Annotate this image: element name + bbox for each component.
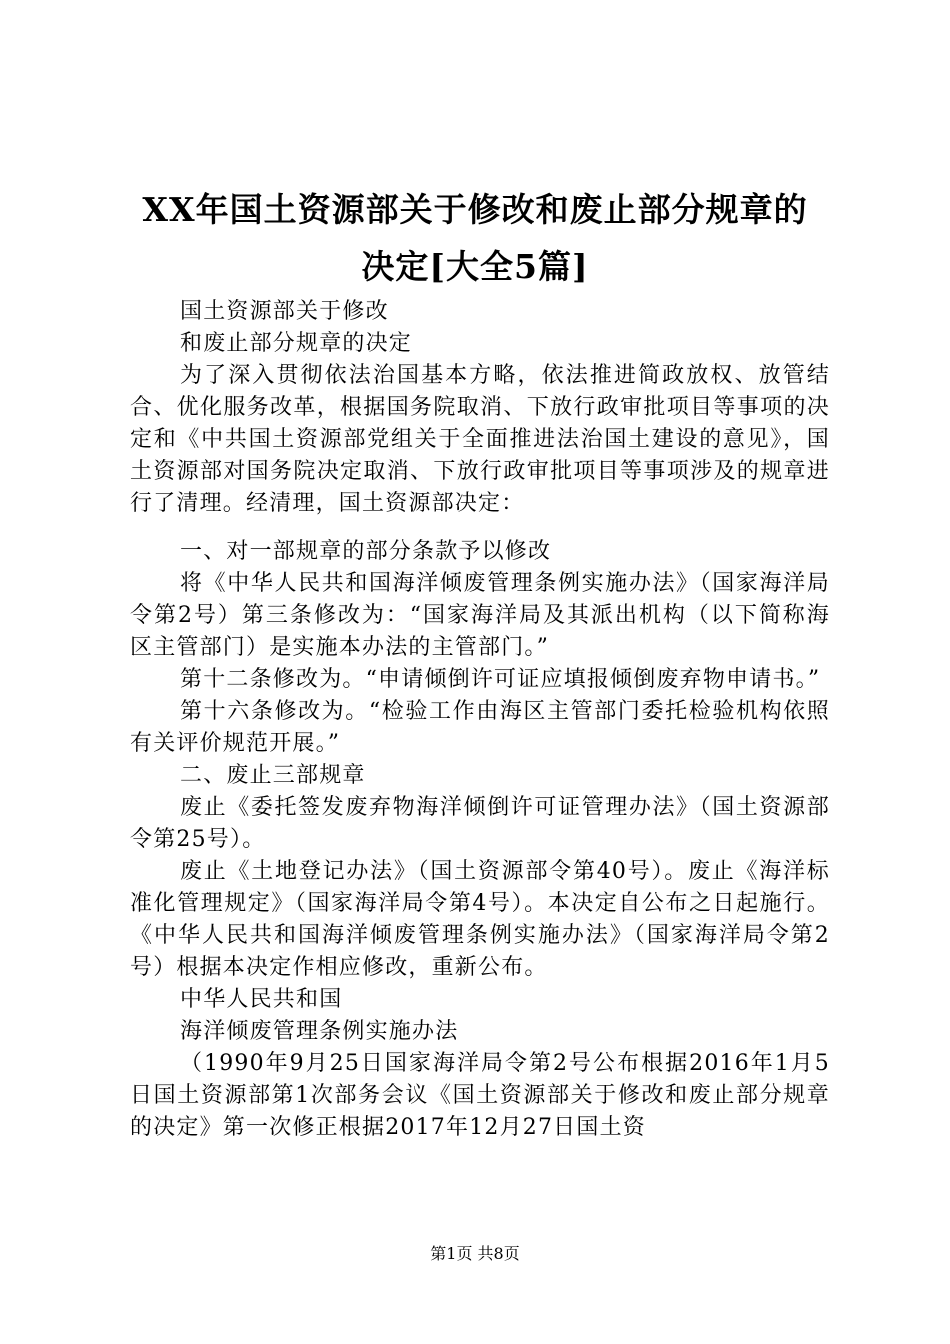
paragraph: 第十六条修改为。“检验工作由海区主管部门委托检验机构依照有关评价规范开展。” bbox=[130, 699, 830, 756]
paragraph: 中华人民共和国 bbox=[180, 987, 343, 1012]
document-title-line-1: XX年国土资源部关于修改和废止部分规章的 bbox=[142, 190, 808, 229]
section-heading: 二、废止三部规章 bbox=[180, 763, 366, 788]
paragraph: 和废止部分规章的决定 bbox=[180, 331, 413, 356]
paragraph: （1990年9月25日国家海洋局令第2号公布根据2016年1月5日国土资源部第1次部务会议《国土资源部关于修改和废止部分规章的决定》第一次修正根据2017年12月27日国土资 bbox=[130, 1051, 830, 1140]
section-heading: 一、对一部规章的部分条款予以修改 bbox=[180, 539, 552, 564]
paragraph: 国土资源部关于修改 bbox=[180, 299, 389, 324]
paragraph: 为了深入贯彻依法治国基本方略，依法推进简政放权、放管结合、优化服务改革，根据国务院取消、下放行政审批项目等事项的决定和《中共国土资源部党组关于全面推进法治国土建设的意见》，国土资源部对国务院决定取消、下放行政审批项目等事项涉及的规章进行了清理。经清理，国土资源部决定： bbox=[130, 363, 830, 516]
paragraph: 将《中华人民共和国海洋倾废管理条例实施办法》（国家海洋局令第2号）第三条修改为：“国家海洋局及其派出机构（以下简称海区主管部门）是实施本办法的主管部门。” bbox=[130, 571, 830, 660]
paragraph: 废止《土地登记办法》（国土资源部令第40号）。废止《海洋标准化管理规定》（国家海洋局令第4号）。本决定自公布之日起施行。《中华人民共和国海洋倾废管理条例实施办法》（国家海洋局令第2号）根据本决定作相应修改，重新公布。 bbox=[130, 859, 830, 980]
paragraph: 废止《委托签发废弃物海洋倾倒许可证管理办法》（国土资源部令第25号）。 bbox=[130, 795, 830, 852]
document-title-line-2: 决定[大全5篇] bbox=[361, 247, 589, 286]
document-body bbox=[130, 296, 830, 1144]
page-footer: 第1页 共8页 bbox=[430, 1244, 520, 1263]
paragraph: 第十二条修改为。“申请倾倒许可证应填报倾倒废弃物申请书。” bbox=[180, 667, 821, 692]
paragraph: 海洋倾废管理条例实施办法 bbox=[180, 1019, 459, 1044]
